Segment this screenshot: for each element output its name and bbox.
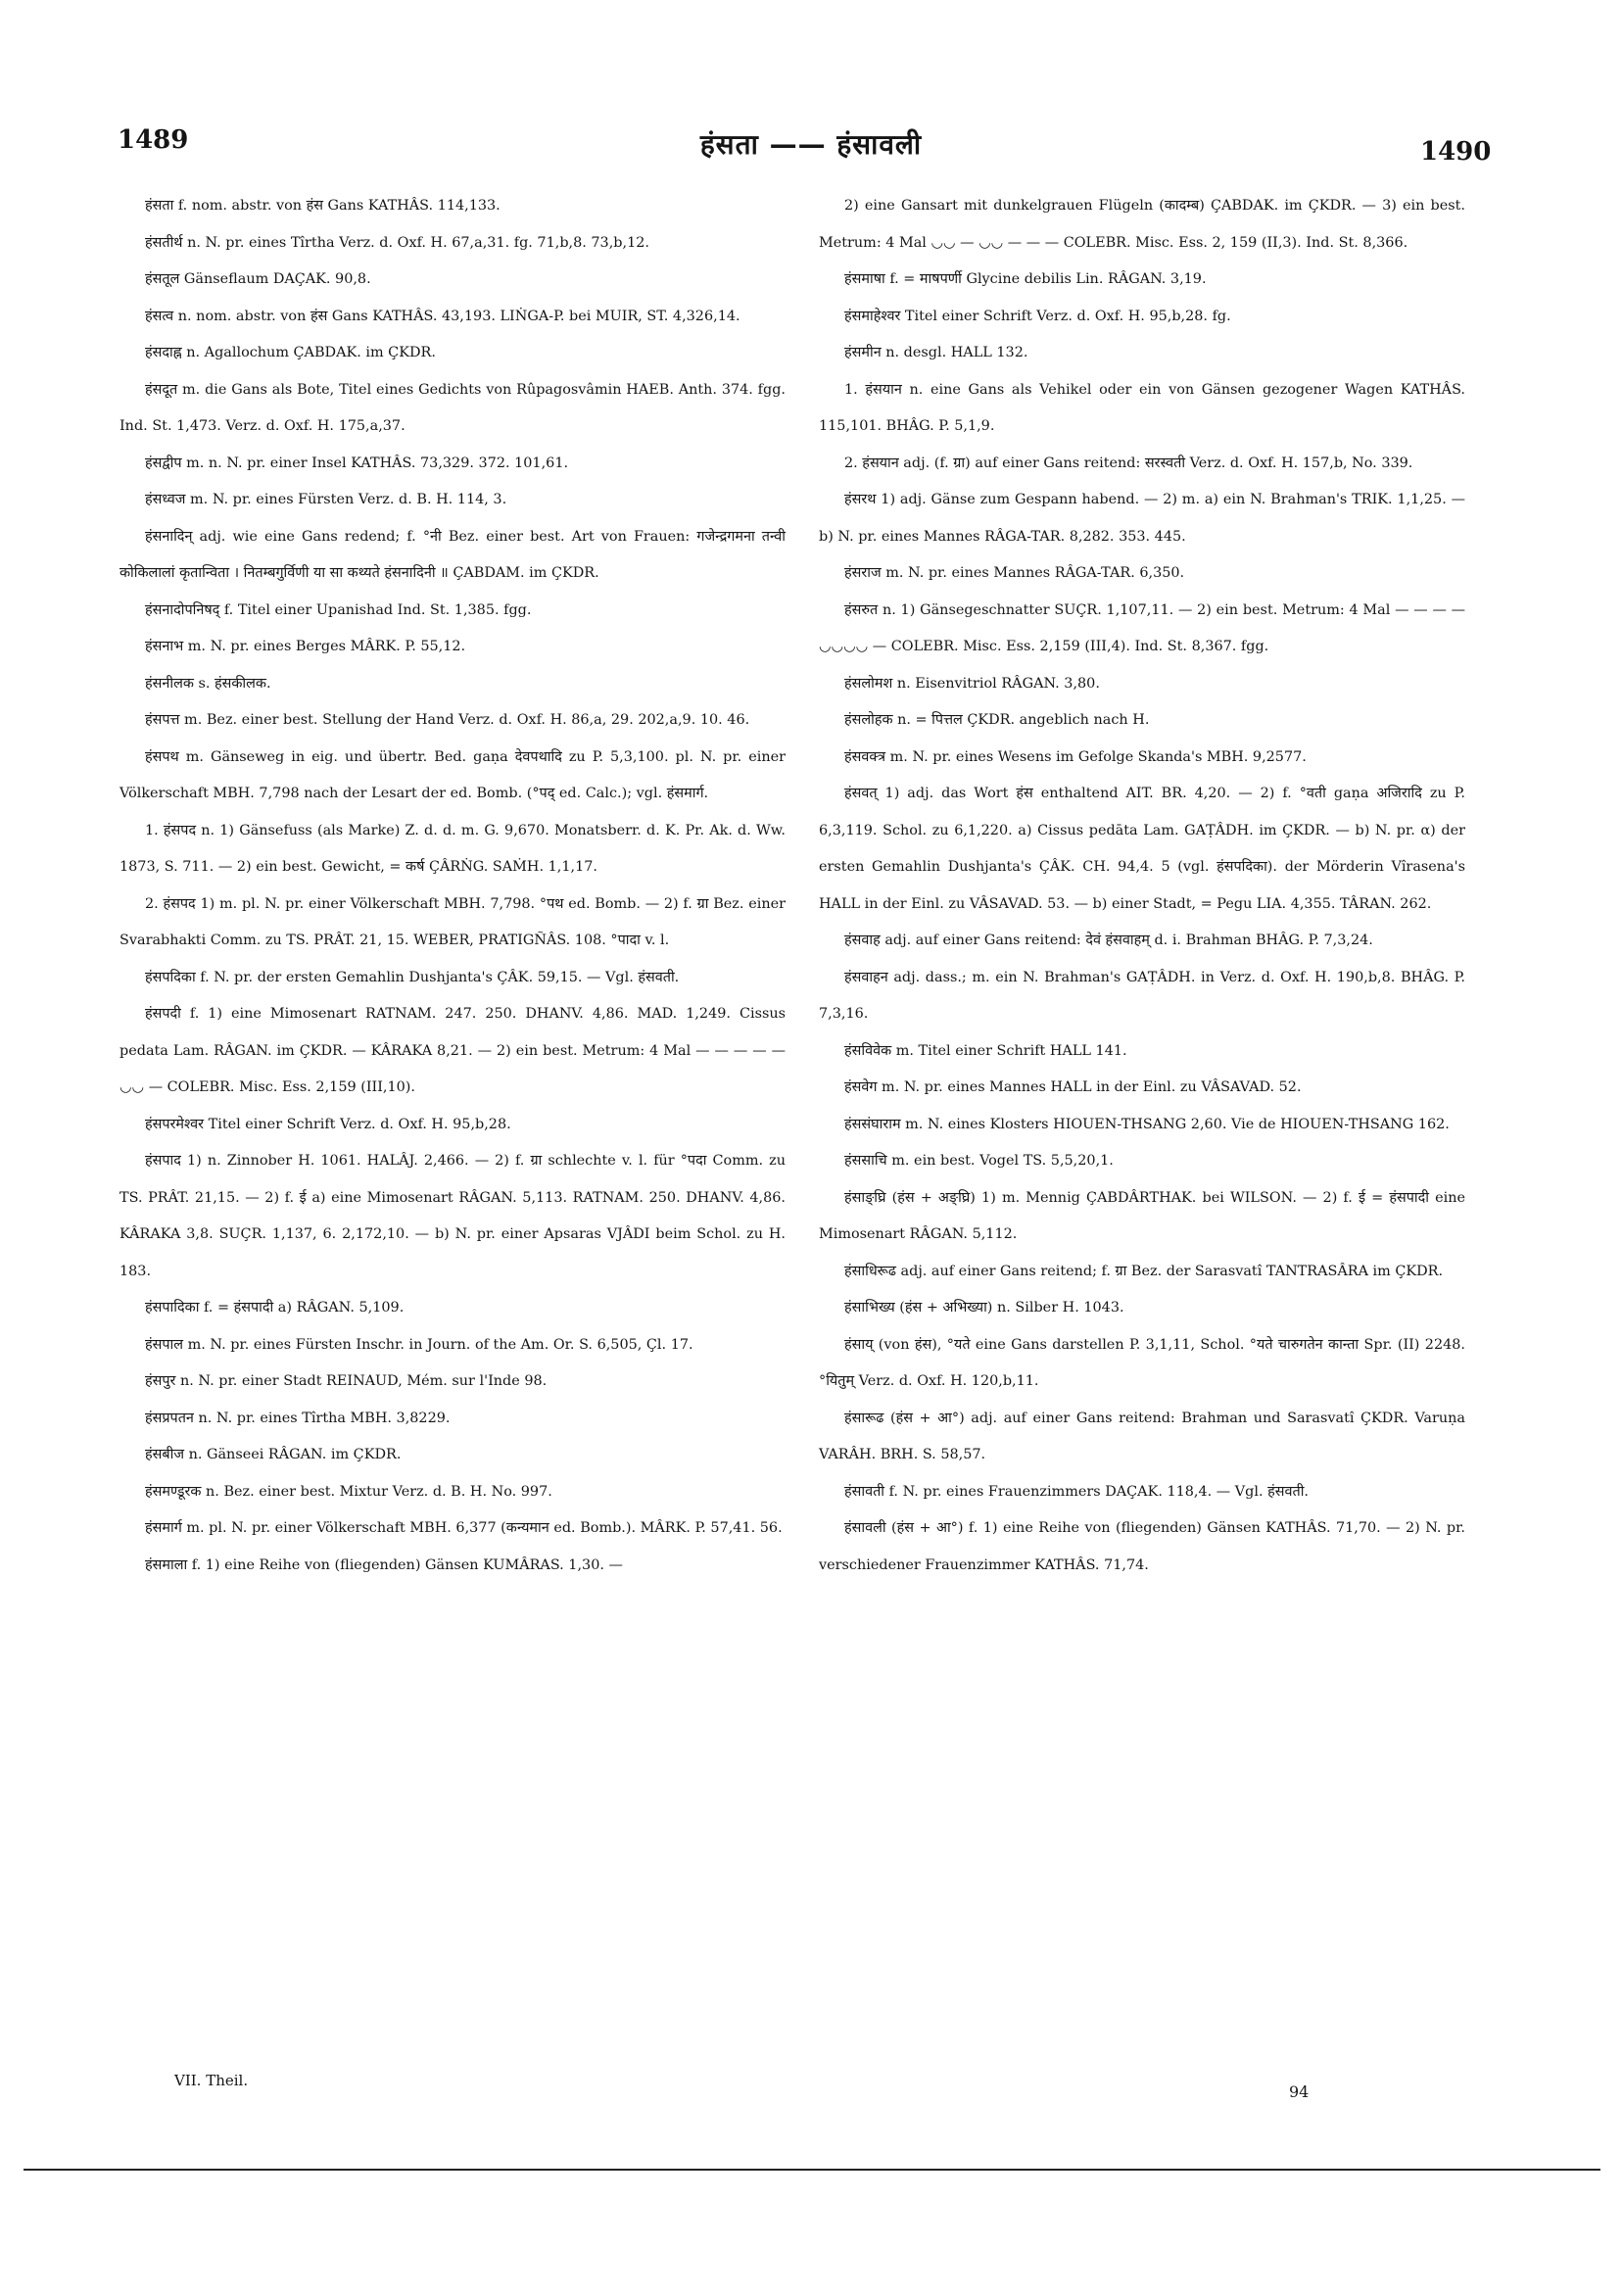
dictionary-entry: हंसवाहन adj. dass.; m. ein N. Brahman's GAṬÂDH. in Verz. d. Oxf. H. 190,b,8. BHÂG. P. 7,3,16. <box>819 969 1465 1022</box>
dictionary-entry: हंसराज m. N. pr. eines Mannes RÂGA-TAR. 6,350. <box>844 565 1185 581</box>
dictionary-entry: हंसावती f. N. pr. eines Frauenzimmers DAÇAK. 118,4. — Vgl. हंसवती. <box>844 1483 1310 1500</box>
dictionary-entry: 2. हंसपद 1) m. pl. N. pr. einer Völkerschaft MBH. 7,798. °पथ ed. Bomb. — 2) f. ग्रा Bez. einer Svarabhakti Comm. zu TS. PRÂT. 21, 15. WEBER, PRATIGÑÂS. 108. °पादा v. l. <box>119 895 786 948</box>
dictionary-entry: हंसमाला f. 1) eine Reihe von (fliegenden) Gänsen KUMÂRAS. 1,30. — <box>145 1556 623 1573</box>
dictionary-entry: हंसपदी f. 1) eine Mimosenart RATNAM. 247. 250. DHANV. 4,86. MAD. 1,249. Cissus pedata Lam. RÂGAN. im ÇKDR. — KÂRAKA 8,21. — 2) ein best. Metrum: 4 Mal — — — — — ◡◡ — COLEBR. Misc. Ess. 2,159 (III,10). <box>119 1006 786 1095</box>
dictionary-entry: हंसनादिन् adj. wie eine Gans redend; f. °नी Bez. einer best. Art von Frauen: गजेन्द्रगमना तन्वी कोकिलालां कृतान्विता । नितम्बगुर्विणी या सा कथ्यते हंसनादिनी ॥ ÇABDAM. im ÇKDR. <box>119 528 786 581</box>
signature-mark: 94 <box>1289 2082 1310 2101</box>
dictionary-entry: हंसतूल Gänseflaum DAÇAK. 90,8. <box>145 271 371 287</box>
dictionary-entry: हंसवक्त्र m. N. pr. eines Wesens im Gefolge Skanda's MBH. 9,2577. <box>844 748 1307 765</box>
left-page-number: 1489 <box>118 125 189 155</box>
dictionary-entry: हंसरुत n. 1) Gänsegeschnatter SUÇR. 1,107,11. — 2) ein best. Metrum: 4 Mal — — — — ◡◡◡◡ — COLEBR. Misc. Ess. 2,159 (III,4). Ind. St. 8,367. fgg. <box>819 601 1465 654</box>
dictionary-entry: हंसपत्त m. Bez. einer best. Stellung der Hand Verz. d. Oxf. H. 86,a, 29. 202,a,9. 10. 46. <box>145 712 750 728</box>
dictionary-entry: हंसवाह adj. auf einer Gans reitend: देवं हंसवाहम् d. i. Brahman BHÂG. P. 7,3,24. <box>844 933 1373 948</box>
dictionary-entry: हंसपाल m. N. pr. eines Fürsten Inschr. in Journ. of the Am. Or. S. 6,505, Çl. 17. <box>145 1336 693 1353</box>
dictionary-entry: हंसविवेक m. Titel einer Schrift HALL 141. <box>844 1042 1127 1059</box>
dictionary-entry: हंसप्रपतन n. N. pr. eines Tîrtha MBH. 3,8229. <box>145 1410 451 1426</box>
dictionary-entry: हंसपरमेश्वर Titel einer Schrift Verz. d. Oxf. H. 95,b,28. <box>145 1116 511 1132</box>
dictionary-entry: हंसपुर n. N. pr. einer Stadt REINAUD, Mém. sur l'Inde 98. <box>145 1373 548 1389</box>
dictionary-entry: हंसदाह्न n. Agallochum ÇABDAK. im ÇKDR. <box>145 345 436 360</box>
dictionary-entry: 2. हंसयान adj. (f. ग्रा) auf einer Gans reitend: सरस्वती Verz. d. Oxf. H. 157,b, No. 339. <box>844 454 1413 471</box>
dictionary-entry: हंसपादिका f. = हंसपादी a) RÂGAN. 5,109. <box>145 1300 405 1315</box>
dictionary-entry: हंसमीन n. desgl. HALL 132. <box>844 345 1028 360</box>
dictionary-entry: हंसनाभ m. N. pr. eines Berges MÂRK. P. 55,12. <box>145 639 466 654</box>
dictionary-entry: हंससाचि m. ein best. Vogel TS. 5,5,20,1. <box>844 1153 1114 1169</box>
dictionary-entry: हंसमाषा f. = माषपर्णी Glycine debilis Lin. RÂGAN. 3,19. <box>844 271 1207 287</box>
dictionary-entry: हंसवत् 1) adj. das Wort हंस enthaltend AIT. BR. 4,20. — 2) f. °वती gaṇa अजिरादि zu P. 6,3,119. Schol. zu 6,1,220. a) Cissus pedāta Lam. GAṬÂDH. im ÇKDR. — b) N. pr. α) der ersten Gemahlin Dushjanta's ÇÂK. CH. 94,4. 5 (vgl. हंसपदिका). der Mörderin Vîrasena's HALL in der Einl. zu VÂSAVAD. 53. — b) einer Stadt, = Pegu LIA. 4,355. TÂRAN. 262. <box>819 786 1465 912</box>
volume-label: VII. Theil. <box>174 2072 249 2089</box>
dictionary-entry: हंसमार्ग m. pl. N. pr. einer Völkerschaft MBH. 6,377 (कन्यमान ed. Bomb.). MÂRK. P. 57,41. 56. <box>145 1520 783 1536</box>
dictionary-entry: हंसनीलक s. हंसकीलक. <box>145 675 271 692</box>
dictionary-entry: हंसाभिख्य (हंस + अभिख्या) n. Silber H. 1043. <box>844 1300 1124 1315</box>
running-head: हंसता —— हंसावली <box>699 128 923 161</box>
dictionary-entry: हंसाधिरूढ adj. auf einer Gans reitend; f. ग्रा Bez. der Sarasvatî TANTRASÂRA im ÇKDR. <box>844 1263 1444 1279</box>
dictionary-entry: हंसता f. nom. abstr. von हंस Gans KATHÂS. 114,133. <box>145 198 501 214</box>
dictionary-entry: हंसरथ 1) adj. Gänse zum Gespann habend. — 2) m. a) ein N. Brahman's TRIK. 1,1,25. — b) N. pr. eines Mannes RÂGA-TAR. 8,282. 353. 445. <box>819 492 1465 545</box>
dictionary-entry: हंसपाद 1) n. Zinnober H. 1061. HALÂJ. 2,466. — 2) f. ग्रा schlechte v. l. für °पदा Comm. zu TS. PRÂT. 21,15. — 2) f. ई a) eine Mimosenart RÂGAN. 5,113. RATNAM. 250. DHANV. 4,86. KÂRAKA 3,8. SUÇR. 1,137, 6. 2,172,10. — b) N. pr. einer Apsaras VJÂDI beim Schol. zu H. 183. <box>119 1153 786 1279</box>
dictionary-entry: हंसध्वज m. N. pr. eines Fürsten Verz. d. B. H. 114, 3. <box>145 492 507 507</box>
dictionary-entry: हंसवेग m. N. pr. eines Mannes HALL in der Einl. zu VÂSAVAD. 52. <box>844 1079 1302 1095</box>
dictionary-entry: हंसमण्डूरक n. Bez. einer best. Mixtur Verz. d. B. H. No. 997. <box>145 1483 552 1500</box>
dictionary-entry: हंसनादोपनिषद् f. Titel einer Upanishad Ind. St. 1,385. fgg. <box>145 601 532 618</box>
left-column <box>119 188 786 1584</box>
bottom-rule <box>24 2169 1600 2171</box>
dictionary-entry: हंसतीर्थ n. N. pr. eines Tîrtha Verz. d. Oxf. H. 67,a,31. fg. 71,b,8. 73,b,12. <box>145 234 649 251</box>
dictionary-entry: हंससंघाराम m. N. eines Klosters HIOUEN-THSANG 2,60. Vie de HIOUEN-THSANG 162. <box>844 1116 1450 1132</box>
dictionary-entry: हंसलोमश n. Eisenvitriol RÂGAN. 3,80. <box>844 675 1100 692</box>
dictionary-entry: हंसद्वीप m. n. N. pr. einer Insel KATHÂS. 73,329. 372. 101,61. <box>145 454 569 471</box>
dictionary-entry: हंसदूत m. die Gans als Bote, Titel eines Gedichts von Rûpagosvâmin HAEB. Anth. 374. fgg. Ind. St. 1,473. Verz. d. Oxf. H. 175,a,37. <box>119 381 786 434</box>
dictionary-entry: हंसत्व n. nom. abstr. von हंस Gans KATHÂS. 43,193. LIṄGA-P. bei MUIR, ST. 4,326,14. <box>145 308 740 324</box>
dictionary-entry: हंसारूढ (हंस + आ°) adj. auf einer Gans reitend: Brahman und Sarasvatî ÇKDR. Varuṇa VARÂH. BRH. S. 58,57. <box>819 1410 1465 1462</box>
dictionary-entry: हंसबीज n. Gänseei RÂGAN. im ÇKDR. <box>145 1447 402 1462</box>
dictionary-entry: हंसाय् (von हंस), °यते eine Gans darstellen P. 3,1,11, Schol. °यते चारुगतेन कान्ता Spr. (II) 2248. °यितुम् Verz. d. Oxf. H. 120,b,11. <box>819 1336 1465 1389</box>
dictionary-entry: हंसावली (हंस + आ°) f. 1) eine Reihe von (fliegenden) Gänsen KATHÂS. 71,70. — 2) N. pr. verschiedener Frauenzimmer KATHÂS. 71,74. <box>819 1520 1465 1573</box>
dictionary-entry: 1. हंसयान n. eine Gans als Vehikel oder ein von Gänsen gezogener Wagen KATHÂS. 115,101. BHÂG. P. 5,1,9. <box>819 381 1465 434</box>
dictionary-entry: हंसाङ्घ्रि (हंस + अङ्घ्रि) 1) m. Mennig ÇABDÂRTHAK. bei WILSON. — 2) f. ई = हंसपादी eine Mimosenart RÂGAN. 5,112. <box>819 1189 1465 1242</box>
dictionary-entry: 1. हंसपद n. 1) Gänsefuss (als Marke) Z. d. d. m. G. 9,670. Monatsberr. d. K. Pr. Ak. d. Ww. 1873, S. 711. — 2) ein best. Gewicht, = कर्ष ÇÂRṄG. SAṀH. 1,1,17. <box>119 822 786 875</box>
dictionary-entry: हंसपथ m. Gänseweg in eig. und übertr. Bed. gaṇa देवपथादि zu P. 5,3,100. pl. N. pr. einer Völkerschaft MBH. 7,798 nach der Lesart der ed. Bomb. (°पद् ed. Calc.); vgl. हंसमार्ग. <box>119 748 786 801</box>
dictionary-entry: हंसलोहक n. = पित्तल ÇKDR. angeblich nach H. <box>844 712 1150 728</box>
dictionary-entry: हंसपदिका f. N. pr. der ersten Gemahlin Dushjanta's ÇÂK. 59,15. — Vgl. हंसवती. <box>145 969 680 985</box>
right-page-number: 1490 <box>1420 137 1492 167</box>
right-column <box>819 188 1465 1584</box>
dictionary-entry: 2) eine Gansart mit dunkelgrauen Flügeln (कादम्ब) ÇABDAK. im ÇKDR. — 3) ein best. Metrum: 4 Mal ◡◡ — ◡◡ — — — COLEBR. Misc. Ess. 2, 159 (II,3). Ind. St. 8,366. <box>819 198 1465 251</box>
dictionary-entry: हंसमाहेश्वर Titel einer Schrift Verz. d. Oxf. H. 95,b,28. fg. <box>844 308 1231 324</box>
